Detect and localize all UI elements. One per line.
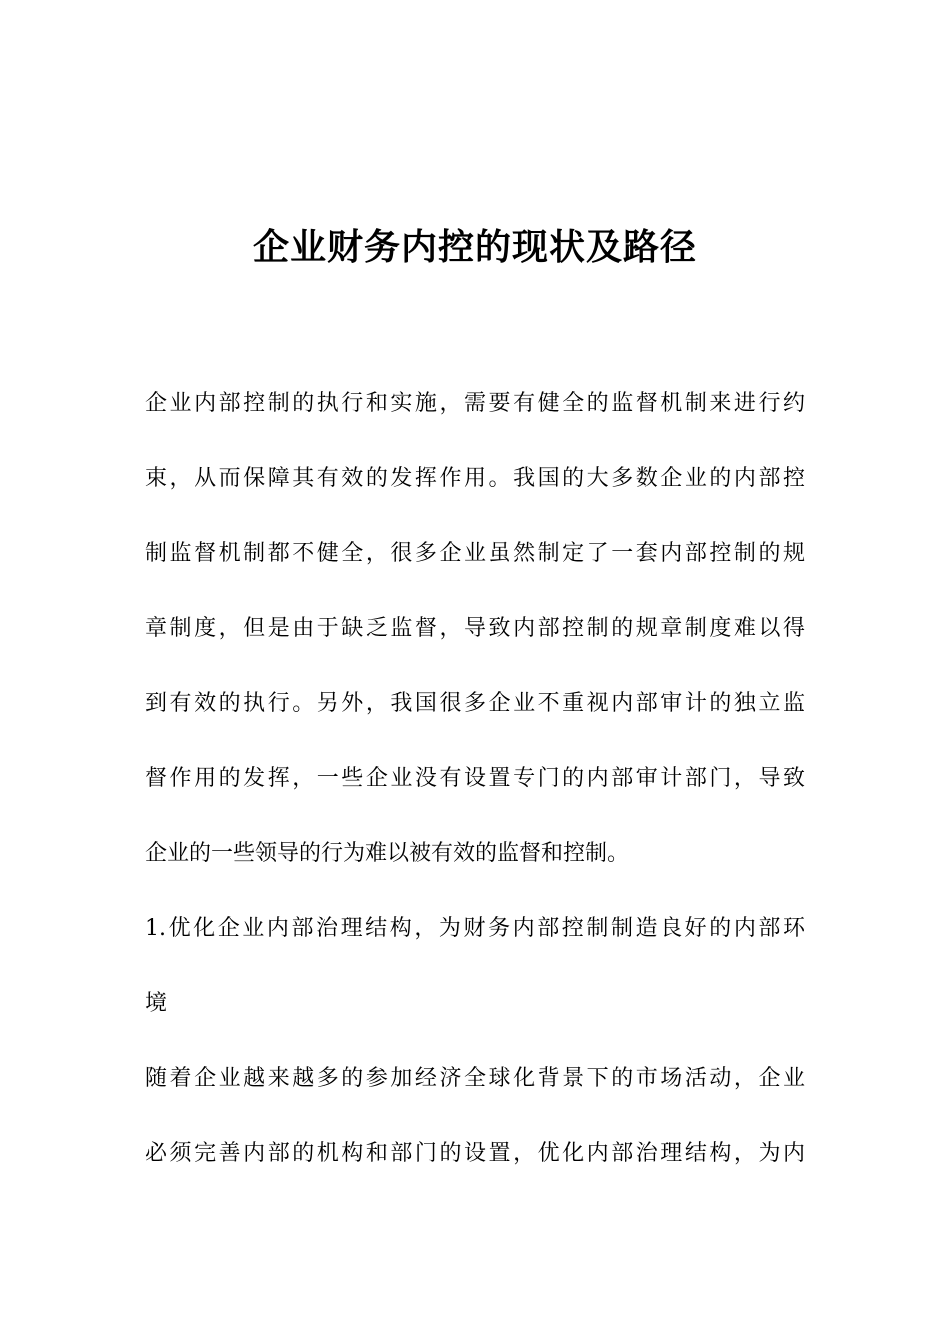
paragraph-1-line-6: 督作用的发挥，一些企业没有设置专门的内部审计部门，导致 — [145, 766, 805, 791]
paragraph-1-line-4: 章制度，但是由于缺乏监督，导致内部控制的规章制度难以得 — [145, 616, 805, 641]
paragraph-2-line-2: 必须完善内部的机构和部门的设置，优化内部治理结构，为内 — [145, 1141, 805, 1166]
document-body — [145, 380, 805, 1205]
paragraph-1-line-1: 企业内部控制的执行和实施，需要有健全的监督机制来进行约 — [145, 391, 805, 416]
paragraph-2-line-1: 随着企业越来越多的参加经济全球化背景下的市场活动，企业 — [145, 1066, 805, 1091]
section-heading-line-2: 境 — [145, 991, 168, 1016]
document-title: 企业财务内控的现状及路径 — [252, 227, 697, 268]
paragraph-1-line-5: 到有效的执行。另外，我国很多企业不重视内部审计的独立监 — [145, 691, 805, 716]
paragraph-1-line-7: 企业的一些领导的行为难以被有效的监督和控制。 — [145, 841, 630, 866]
paragraph-1-line-3: 制监督机制都不健全，很多企业虽然制定了一套内部控制的规 — [145, 541, 805, 566]
paragraph-1-line-2: 束，从而保障其有效的发挥作用。我国的大多数企业的内部控 — [145, 466, 805, 491]
section-heading-line-1: 1.优化企业内部治理结构，为财务内部控制制造良好的内部环 — [145, 916, 805, 941]
